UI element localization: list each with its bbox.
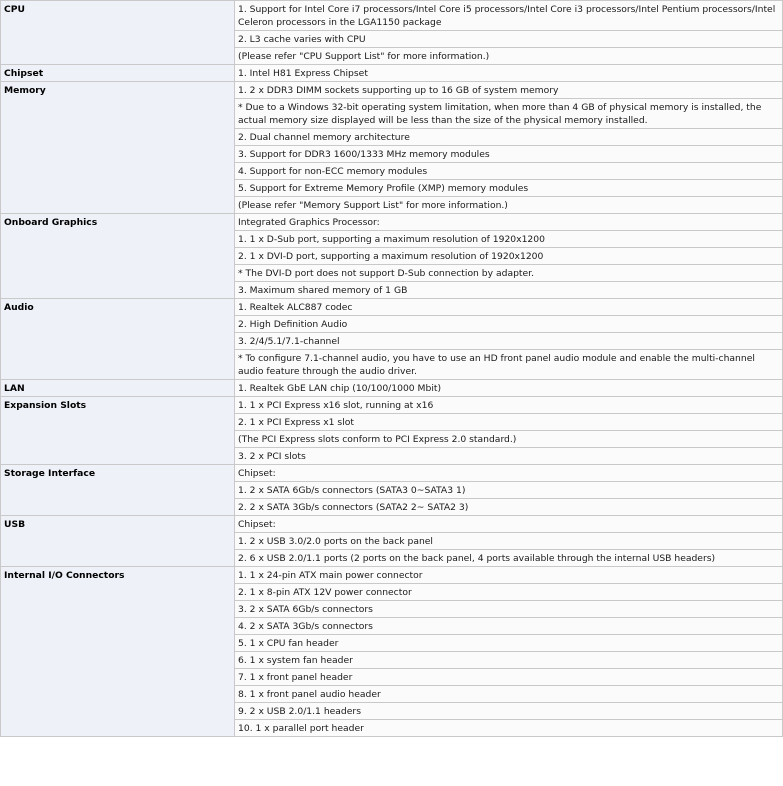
spec-value: 4. Support for non-ECC memory modules (235, 163, 783, 180)
spec-value: 1. 2 x SATA 6Gb/s connectors (SATA3 0~SATA3 1) (235, 482, 783, 499)
spec-value: (Please refer "CPU Support List" for more information.) (235, 48, 783, 65)
spec-row (1, 214, 783, 231)
spec-category-label: LAN (1, 380, 235, 397)
spec-value: 2. Dual channel memory architecture (235, 129, 783, 146)
spec-row (1, 465, 783, 482)
spec-value: 3. Maximum shared memory of 1 GB (235, 282, 783, 299)
spec-value: 3. Support for DDR3 1600/1333 MHz memory modules (235, 146, 783, 163)
spec-value: Chipset: (235, 516, 783, 533)
spec-value: 1. Intel H81 Express Chipset (235, 65, 783, 82)
spec-value: 7. 1 x front panel header (235, 669, 783, 686)
spec-row (1, 82, 783, 99)
spec-value: Integrated Graphics Processor: (235, 214, 783, 231)
spec-category-label: Onboard Graphics (1, 214, 235, 299)
spec-value: 3. 2/4/5.1/7.1-channel (235, 333, 783, 350)
spec-value: (The PCI Express slots conform to PCI Express 2.0 standard.) (235, 431, 783, 448)
spec-value: 5. 1 x CPU fan header (235, 635, 783, 652)
spec-value: Chipset: (235, 465, 783, 482)
spec-category-label: Audio (1, 299, 235, 380)
spec-value: 1. Support for Intel Core i7 processors/Intel Core i5 processors/Intel Core i3 processors/Intel Pentium processors/Intel Celeron processors in the LGA1150 package (235, 1, 783, 31)
spec-value: 8. 1 x front panel audio header (235, 686, 783, 703)
spec-row (1, 299, 783, 316)
spec-value: (Please refer "Memory Support List" for more information.) (235, 197, 783, 214)
spec-value: 2. 1 x DVI-D port, supporting a maximum resolution of 1920x1200 (235, 248, 783, 265)
spec-value: * The DVI-D port does not support D-Sub connection by adapter. (235, 265, 783, 282)
spec-value: 1. 1 x PCI Express x16 slot, running at x16 (235, 397, 783, 414)
spec-category-label: Storage Interface (1, 465, 235, 516)
spec-value: 1. 1 x 24-pin ATX main power connector (235, 567, 783, 584)
spec-value: 2. L3 cache varies with CPU (235, 31, 783, 48)
spec-category-label: Memory (1, 82, 235, 214)
spec-value: 10. 1 x parallel port header (235, 720, 783, 737)
spec-value: 2. 2 x SATA 3Gb/s connectors (SATA2 2~ SATA2 3) (235, 499, 783, 516)
spec-value: 2. 1 x 8-pin ATX 12V power connector (235, 584, 783, 601)
spec-row (1, 516, 783, 533)
spec-value: 4. 2 x SATA 3Gb/s connectors (235, 618, 783, 635)
spec-value: 3. 2 x SATA 6Gb/s connectors (235, 601, 783, 618)
spec-value: 2. High Definition Audio (235, 316, 783, 333)
spec-row (1, 65, 783, 82)
spec-row (1, 1, 783, 31)
spec-value: 6. 1 x system fan header (235, 652, 783, 669)
spec-row (1, 567, 783, 584)
spec-value: 5. Support for Extreme Memory Profile (XMP) memory modules (235, 180, 783, 197)
spec-value: 1. Realtek GbE LAN chip (10/100/1000 Mbit) (235, 380, 783, 397)
spec-value: 3. 2 x PCI slots (235, 448, 783, 465)
spec-row (1, 380, 783, 397)
spec-category-label: Internal I/O Connectors (1, 567, 235, 737)
spec-value: 1. 2 x DDR3 DIMM sockets supporting up to 16 GB of system memory (235, 82, 783, 99)
spec-category-label: USB (1, 516, 235, 567)
spec-table-body (1, 1, 783, 737)
spec-value: 2. 1 x PCI Express x1 slot (235, 414, 783, 431)
spec-value: 2. 6 x USB 2.0/1.1 ports (2 ports on the back panel, 4 ports available through the internal USB headers) (235, 550, 783, 567)
spec-category-label: Chipset (1, 65, 235, 82)
spec-value: 1. 1 x D-Sub port, supporting a maximum resolution of 1920x1200 (235, 231, 783, 248)
spec-value: 1. Realtek ALC887 codec (235, 299, 783, 316)
spec-row (1, 397, 783, 414)
spec-value: * Due to a Windows 32-bit operating system limitation, when more than 4 GB of physical memory is installed, the actual memory size displayed will be less than the size of the physical memory installed. (235, 99, 783, 129)
spec-category-label: CPU (1, 1, 235, 65)
spec-category-label: Expansion Slots (1, 397, 235, 465)
spec-value: 1. 2 x USB 3.0/2.0 ports on the back panel (235, 533, 783, 550)
spec-value: 9. 2 x USB 2.0/1.1 headers (235, 703, 783, 720)
spec-value: * To configure 7.1-channel audio, you have to use an HD front panel audio module and enable the multi-channel audio feature through the audio driver. (235, 350, 783, 380)
